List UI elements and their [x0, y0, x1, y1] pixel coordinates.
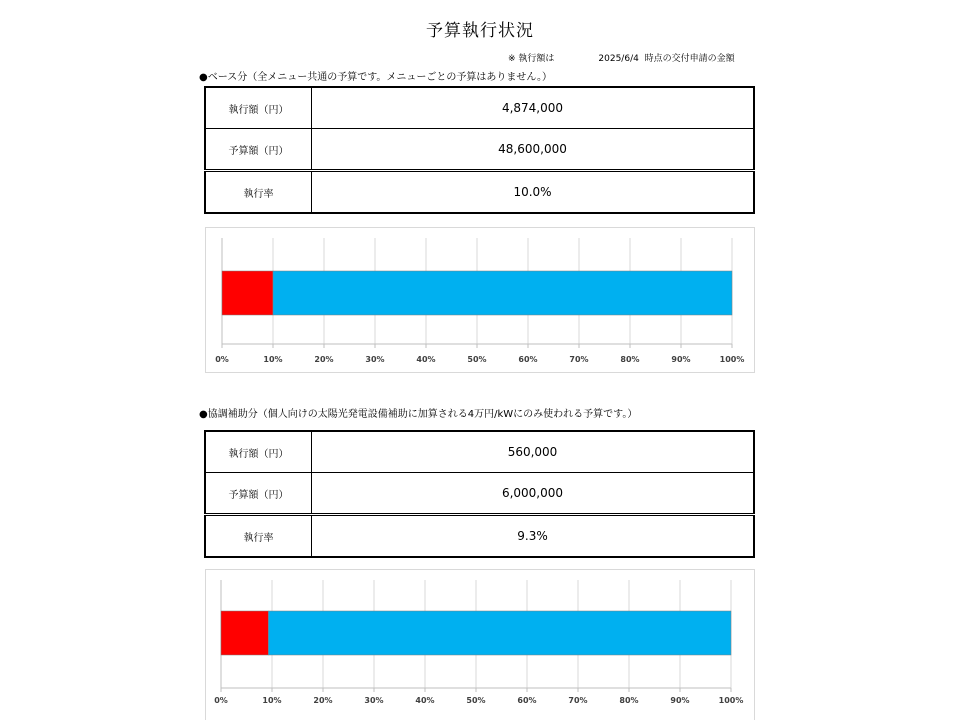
row-label: 執行率: [205, 171, 312, 214]
bar-executed: [222, 271, 273, 315]
x-tick-label: 60%: [518, 355, 538, 364]
x-tick-label: 20%: [313, 696, 333, 705]
x-tick-label: 100%: [718, 696, 744, 705]
table-row: [205, 431, 754, 473]
row-value: 48,600,000: [312, 129, 755, 171]
table-row: [205, 515, 754, 558]
x-tick-label: 50%: [466, 696, 486, 705]
row-label: 予算額（円）: [205, 473, 312, 515]
section-label-base: ●ベース分（全メニュー共通の予算です。メニューごとの予算はありません。）: [199, 72, 553, 83]
execution-date-note: [508, 51, 735, 64]
x-tick-label: 40%: [415, 696, 435, 705]
execution-rate-chart-base: [205, 227, 755, 373]
x-tick-label: 10%: [262, 696, 282, 705]
execution-rate-chart-cooperative: [205, 569, 755, 720]
row-value: 10.0%: [312, 171, 755, 214]
chart-svg: [206, 228, 754, 372]
x-tick-label: 70%: [568, 696, 588, 705]
x-tick-label: 80%: [619, 696, 639, 705]
section-label-cooperative: ●協調補助分（個人向けの太陽光発電設備補助に加算される4万円/kWにのみ使われる予算です。）: [199, 409, 638, 420]
x-tick-label: 40%: [416, 355, 436, 364]
table-row: [205, 473, 754, 515]
table-row: [205, 171, 754, 214]
row-value: 6,000,000: [312, 473, 755, 515]
x-tick-label: 30%: [365, 355, 385, 364]
row-label: 予算額（円）: [205, 129, 312, 171]
x-tick-label: 70%: [569, 355, 589, 364]
row-value: 9.3%: [312, 515, 755, 558]
row-value: 4,874,000: [312, 87, 755, 129]
x-tick-label: 90%: [671, 355, 691, 364]
note-date: 2025/6/4: [598, 54, 639, 64]
row-value: 560,000: [312, 431, 755, 473]
x-tick-label: 10%: [263, 355, 283, 364]
row-label: 執行率: [205, 515, 312, 558]
budget-table-cooperative: [204, 430, 755, 558]
note-prefix: ※ 執行額は: [508, 54, 555, 64]
x-tick-label: 60%: [517, 696, 537, 705]
bar-remaining: [273, 271, 732, 315]
x-tick-label: 30%: [364, 696, 384, 705]
table-row: [205, 87, 754, 129]
note-suffix: 時点の交付申請の金額: [644, 54, 735, 64]
table-row: [205, 129, 754, 171]
x-tick-label: 0%: [215, 355, 229, 364]
bar-remaining: [268, 611, 731, 655]
page-title: 予算執行状況: [426, 21, 534, 41]
row-label: 執行額（円）: [205, 431, 312, 473]
x-tick-label: 100%: [719, 355, 745, 364]
x-tick-label: 20%: [314, 355, 334, 364]
chart-svg: [206, 570, 754, 720]
x-tick-label: 90%: [670, 696, 690, 705]
x-tick-label: 80%: [620, 355, 640, 364]
budget-table-base: [204, 86, 755, 214]
row-label: 執行額（円）: [205, 87, 312, 129]
bar-executed: [221, 611, 268, 655]
x-tick-label: 0%: [214, 696, 228, 705]
x-tick-label: 50%: [467, 355, 487, 364]
